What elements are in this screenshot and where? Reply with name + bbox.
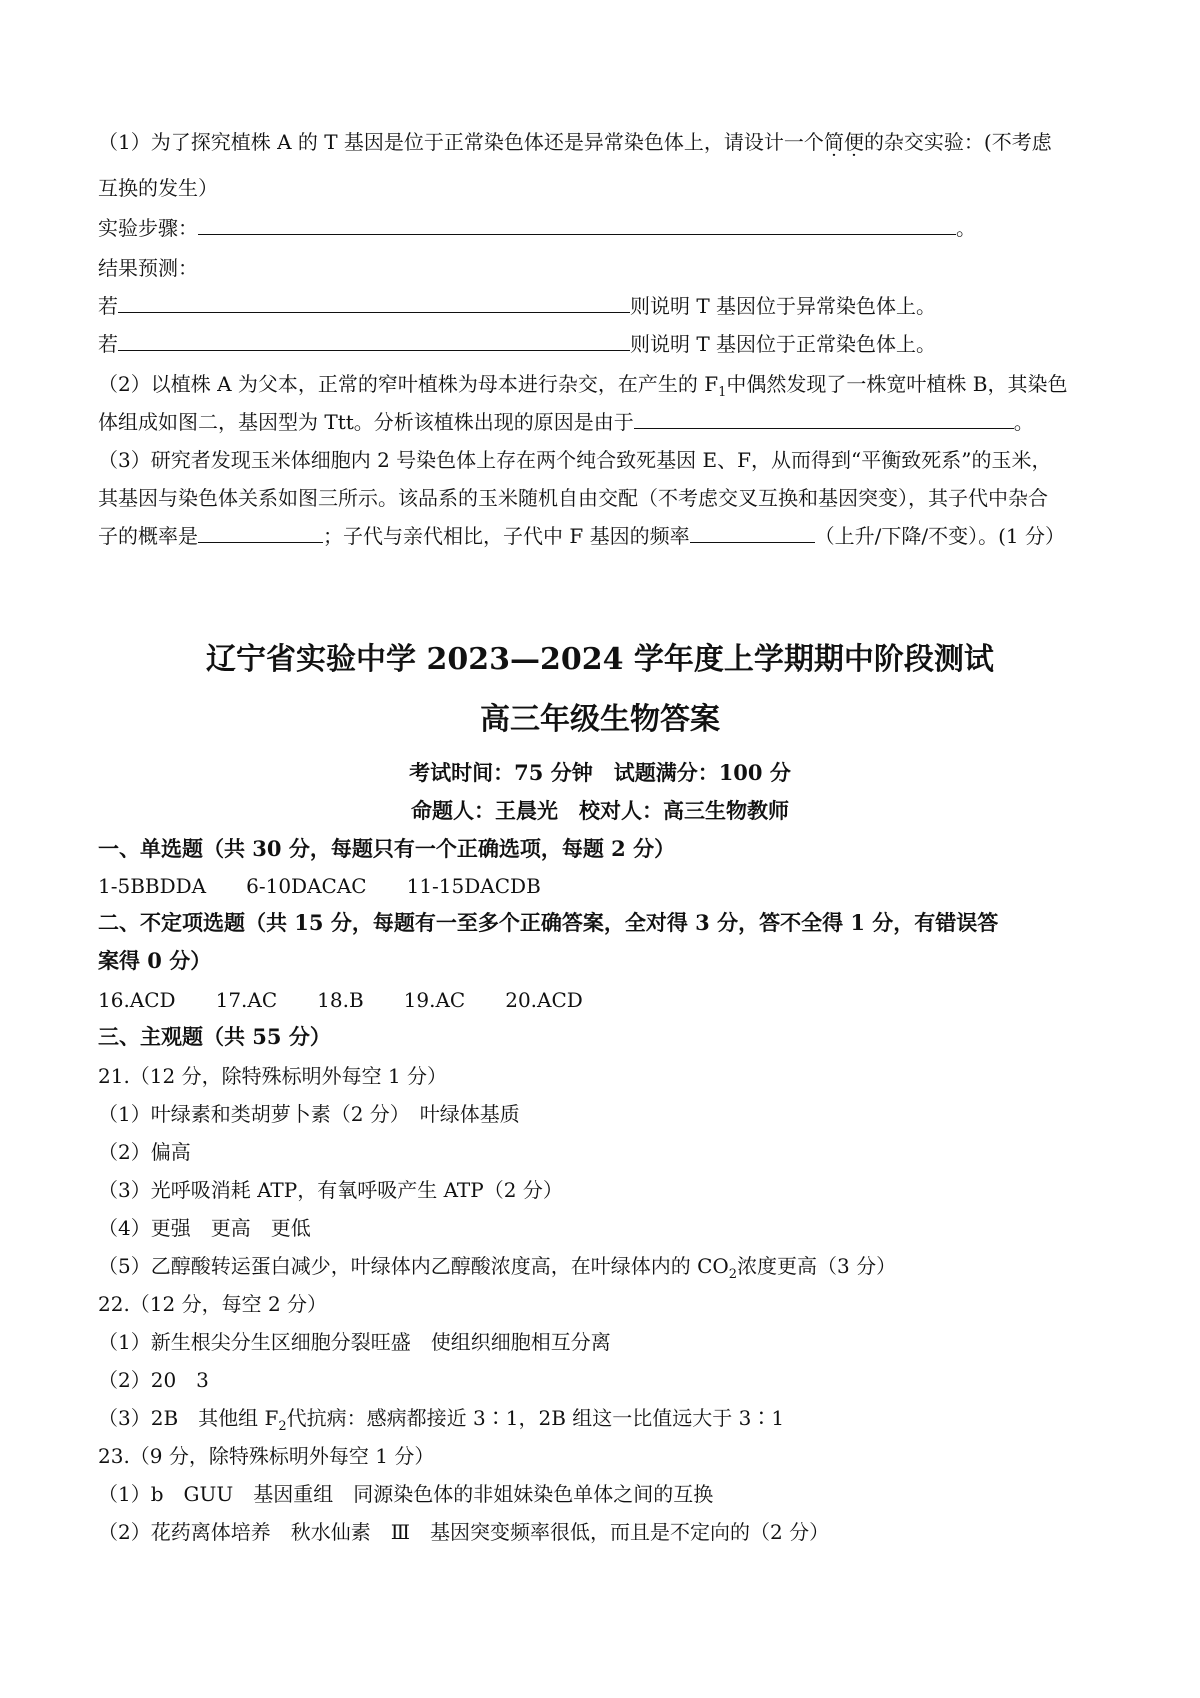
q2-line2: 体组成如图二，基因型为 Ttt。分析该植株出现的原因是由于 。 xyxy=(98,410,1034,434)
q3-line1: （3）研究者发现玉米体细胞内 2 号染色体上存在两个纯合致死基因 E、F，从而得到“平衡致死系”的玉米， xyxy=(98,448,1052,472)
answer-title: 辽宁省实验中学 2023—2024 学年度上学期期中阶段测试 xyxy=(206,642,994,677)
q23-a2: （2）花药离体培养 秋水仙素 Ⅲ 基因突变频率很低，而且是不定向的（2 分） xyxy=(98,1520,830,1544)
exam-info: 考试时间：75 分钟 试题满分：100 分 xyxy=(409,760,791,785)
q23-a1: （1）b GUU 基因重组 同源染色体的非姐妹染色单体之间的互换 xyxy=(98,1482,714,1506)
q1-step: 实验步骤： 。 xyxy=(98,216,976,240)
q1-line2: 互换的发生） xyxy=(98,176,218,200)
q21-a4: （4）更强 更高 更低 xyxy=(98,1216,311,1240)
section2-title-line1: 二、不定项选题（共 15 分，每题有一至多个正确答案，全对得 3 分，答不全得 1 分，有错误答 xyxy=(98,910,999,935)
answer-blank[interactable] xyxy=(118,330,630,351)
q21-head: 21.（12 分，除特殊标明外每空 1 分） xyxy=(98,1064,448,1088)
q1-line1: （1）为了探究植株 A 的 T 基因是位于正常染色体还是异常染色体上，请设计一个简便的杂交实验：(不考虑 xyxy=(98,130,1052,154)
q3-line3: 子的概率是 ；子代与亲代相比，子代中 F 基因的频率 （上升/下降/不变）。(1 分） xyxy=(98,524,1065,548)
section2-answers: 16.ACD 17.AC 18.B 19.AC 20.ACD xyxy=(98,988,583,1012)
q2-line1: （2）以植株 A 为父本，正常的窄叶植株为母本进行杂交，在产生的 $F_1$中偶然发现了一株宽叶植株 B，其染色 xyxy=(98,372,1068,400)
q21-a3: （3）光呼吸消耗 ATP，有氧呼吸产生 ATP（2 分） xyxy=(98,1178,563,1202)
q22-head: 22.（12 分，每空 2 分） xyxy=(98,1292,328,1316)
q21-a5: （5）乙醇酸转运蛋白减少，叶绿体内乙醇酸浓度高，在叶绿体内的 $CO_2$浓度更高（3 分） xyxy=(98,1254,897,1282)
q22-a3: （3）2B 其他组 $F_2$代抗病：感病都接近 3∶1，2B 组这一比值远大于 3∶1 xyxy=(98,1406,785,1434)
q1-if1: 若 则说明 T 基因位于异常染色体上。 xyxy=(98,294,937,318)
q23-head: 23.（9 分，除特殊标明外每空 1 分） xyxy=(98,1444,435,1468)
q22-a1: （1）新生根尖分生区细胞分裂旺盛 使组织细胞相互分离 xyxy=(98,1330,611,1354)
q1-if2: 若 则说明 T 基因位于正常染色体上。 xyxy=(98,332,937,356)
q1-predict-label: 结果预测： xyxy=(98,256,198,280)
emphasis-char: 简 xyxy=(823,130,844,154)
answer-blank[interactable] xyxy=(198,214,956,235)
q3-line2: 其基因与染色体关系如图三所示。该品系的玉米随机自由交配（不考虑交叉互换和基因突变），其子代中杂合 xyxy=(98,486,1048,510)
section1-title: 一、单选题（共 30 分，每题只有一个正确选项，每题 2 分） xyxy=(98,836,676,861)
answer-blank[interactable] xyxy=(118,292,630,313)
answer-subtitle: 高三年级生物答案 xyxy=(480,702,720,737)
emphasis-char: 便 xyxy=(843,130,864,154)
section1-answers: 1-5BBDDA 6-10DACAC 11-15DACDB xyxy=(98,874,541,898)
q21-a2: （2）偏高 xyxy=(98,1140,191,1164)
answer-blank[interactable] xyxy=(198,522,323,543)
section3-title: 三、主观题（共 55 分） xyxy=(98,1024,331,1049)
section2-title-line2: 案得 0 分） xyxy=(98,948,212,973)
q21-a1: （1）叶绿素和类胡萝卜素（2 分） 叶绿体基质 xyxy=(98,1102,520,1126)
answer-blank[interactable] xyxy=(690,522,815,543)
q22-a2: （2）20 3 xyxy=(98,1368,209,1392)
answer-blank[interactable] xyxy=(634,408,1014,429)
authors: 命题人：王晨光 校对人：高三生物教师 xyxy=(411,798,789,823)
